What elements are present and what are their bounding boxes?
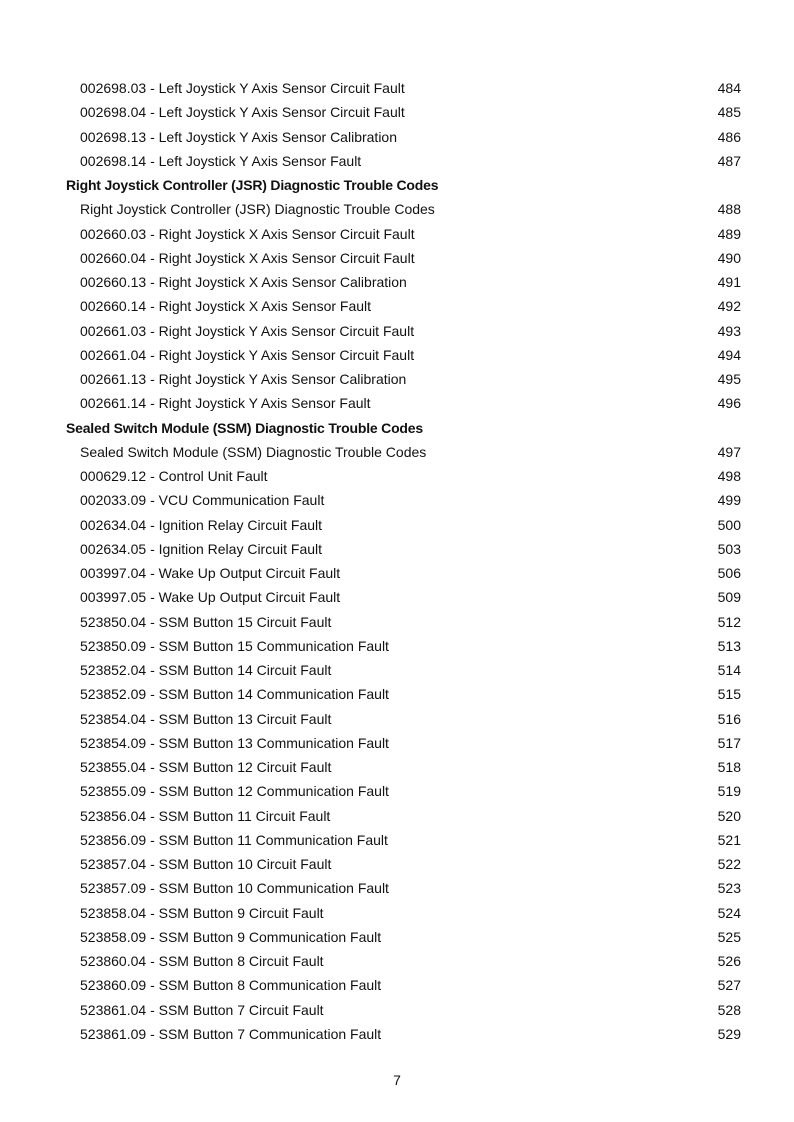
toc-entry[interactable] [0, 149, 794, 173]
toc-entry-page: 522 [717, 856, 741, 872]
toc-section-heading [0, 173, 794, 197]
toc-entry-title: Sealed Switch Module (SSM) Diagnostic Trouble Codes [66, 419, 423, 436]
toc-entry-page: 519 [717, 783, 741, 800]
toc-entry-title: 523861.04 - SSM Button 7 Circuit Fault [80, 1001, 324, 1018]
toc-entry-page: 486 [717, 128, 741, 145]
toc-entry-page: 497 [717, 443, 741, 460]
toc-entry-title: 002634.05 - Ignition Relay Circuit Fault [80, 540, 323, 557]
toc-entry-page: 528 [717, 1001, 741, 1018]
toc-entry[interactable] [0, 391, 794, 415]
toc-entry-title: 002698.13 - Left Joystick Y Axis Sensor Calibration [80, 128, 397, 145]
toc-entry-page: 484 [717, 80, 741, 96]
toc-entry-page: 525 [717, 928, 741, 945]
toc-entry-title: 523856.09 - SSM Button 11 Communication Fault [80, 831, 388, 848]
toc-entry-page: 485 [717, 104, 741, 121]
toc-entry[interactable] [0, 707, 794, 731]
toc-section-heading [0, 416, 794, 440]
toc-entry[interactable] [0, 755, 794, 779]
toc-entry-page: 491 [717, 274, 741, 290]
toc-entry-page: 523 [717, 880, 741, 897]
toc-entry-title: Right Joystick Controller (JSR) Diagnostic Trouble Codes [66, 177, 439, 193]
toc-entry[interactable] [0, 779, 794, 803]
toc-entry-title: 003997.05 - Wake Up Output Circuit Fault [80, 589, 341, 606]
toc-entry-title: 523861.09 - SSM Button 7 Communication Fault [80, 1025, 382, 1042]
toc-entry-title: 523850.04 - SSM Button 15 Circuit Fault [80, 613, 332, 630]
toc-entry[interactable] [0, 925, 794, 949]
toc-entry-title: 002698.03 - Left Joystick Y Axis Sensor Circuit Fault [80, 80, 405, 96]
toc-entry[interactable] [0, 561, 794, 585]
toc-entry-title: 002661.14 - Right Joystick Y Axis Sensor Fault [80, 395, 371, 412]
toc-entry[interactable] [0, 343, 794, 367]
toc-entry[interactable] [0, 440, 794, 464]
toc-entry-page: 529 [717, 1025, 741, 1042]
toc-entry-page: 527 [717, 977, 741, 994]
toc-entry[interactable] [0, 876, 794, 900]
toc-entry[interactable] [0, 682, 794, 706]
toc-entry-title: 002661.04 - Right Joystick Y Axis Sensor Circuit Fault [80, 346, 415, 363]
toc-entry[interactable] [0, 464, 794, 488]
toc-entry-title: 523857.09 - SSM Button 10 Communication Fault [80, 880, 389, 897]
toc-entry-page: 490 [717, 249, 741, 266]
toc-entry-title: 523852.04 - SSM Button 14 Circuit Fault [80, 662, 332, 678]
toc-entry-page: 516 [717, 710, 741, 727]
toc-entry[interactable] [0, 513, 794, 537]
toc-entry-title: 002698.04 - Left Joystick Y Axis Sensor Circuit Fault [80, 104, 405, 121]
toc-entry[interactable] [0, 973, 794, 997]
toc-entry[interactable] [0, 804, 794, 828]
toc-entry-title: 002634.04 - Ignition Relay Circuit Fault [80, 516, 323, 533]
toc-entry-page: 517 [717, 734, 741, 751]
toc-entry-page: 493 [717, 322, 741, 339]
toc-entry-title: 002033.09 - VCU Communication Fault [80, 492, 325, 509]
toc-entry-title: Sealed Switch Module (SSM) Diagnostic Trouble Codes [80, 443, 427, 460]
toc-entry-page: 500 [717, 516, 741, 533]
toc-entry-title: 523856.04 - SSM Button 11 Circuit Fault [80, 807, 331, 824]
toc-entry-title: 523854.04 - SSM Button 13 Circuit Fault [80, 710, 332, 727]
toc-entry[interactable] [0, 610, 794, 634]
toc-entry-page: 495 [717, 371, 741, 387]
toc-entry-title: 523858.09 - SSM Button 9 Communication Fault [80, 928, 382, 945]
toc-entry-title: 523855.09 - SSM Button 12 Communication Fault [80, 783, 389, 800]
toc-entry[interactable] [0, 1022, 794, 1046]
toc-entry-page: 514 [717, 662, 741, 678]
toc-entry-title: 002660.03 - Right Joystick X Axis Sensor Circuit Fault [80, 225, 415, 242]
toc-entry-title: 523860.09 - SSM Button 8 Communication Fault [80, 977, 382, 994]
toc-entry[interactable] [0, 901, 794, 925]
toc-entry-page: 488 [717, 201, 741, 218]
toc-entry[interactable] [0, 998, 794, 1022]
page-number: 7 [393, 1072, 401, 1088]
toc-entry[interactable] [0, 197, 794, 221]
toc-entry-page: 526 [717, 953, 741, 969]
toc-entry[interactable] [0, 246, 794, 270]
toc-entry[interactable] [0, 828, 794, 852]
toc-entry[interactable] [0, 658, 794, 682]
toc-entry-title: Right Joystick Controller (JSR) Diagnostic Trouble Codes [80, 201, 435, 218]
toc-entry[interactable] [0, 852, 794, 876]
toc-entry-page: 492 [717, 298, 741, 315]
toc-entry-title: 523857.04 - SSM Button 10 Circuit Fault [80, 856, 332, 872]
toc-entry-page: 524 [717, 904, 741, 921]
toc-entry-title: 523858.04 - SSM Button 9 Circuit Fault [80, 904, 324, 921]
toc-entry-page: 498 [717, 468, 741, 484]
toc-entry-page: 506 [717, 565, 741, 581]
toc-entry[interactable] [0, 585, 794, 609]
toc-entry-page: 515 [717, 686, 741, 703]
toc-entry-page: 496 [717, 395, 741, 412]
toc-entry-page: 509 [717, 589, 741, 606]
toc-entry[interactable] [0, 222, 794, 246]
toc-entry-page: 499 [717, 492, 741, 509]
toc-entry-title: 002698.14 - Left Joystick Y Axis Sensor Fault [80, 152, 362, 169]
toc-entry-page: 520 [717, 807, 741, 824]
toc-entry[interactable] [0, 488, 794, 512]
toc-entry-page: 518 [717, 759, 741, 775]
toc-entry[interactable] [0, 634, 794, 658]
toc-entry[interactable] [0, 100, 794, 124]
toc-entry-page: 489 [717, 225, 741, 242]
toc-entry-page: 503 [717, 540, 741, 557]
toc-entry-title: 002661.13 - Right Joystick Y Axis Sensor Calibration [80, 371, 407, 387]
toc-entry-title: 002660.04 - Right Joystick X Axis Sensor Circuit Fault [80, 249, 415, 266]
table-of-contents [0, 76, 794, 1046]
toc-entry-title: 003997.04 - Wake Up Output Circuit Fault [80, 565, 341, 581]
toc-entry-title: 002660.13 - Right Joystick X Axis Sensor Calibration [80, 274, 407, 290]
toc-entry-title: 000629.12 - Control Unit Fault [80, 468, 268, 484]
toc-entry[interactable] [0, 76, 794, 100]
toc-entry-title: 002660.14 - Right Joystick X Axis Sensor Fault [80, 298, 372, 315]
toc-entry[interactable] [0, 125, 794, 149]
toc-entry-title: 523860.04 - SSM Button 8 Circuit Fault [80, 953, 324, 969]
toc-entry[interactable] [0, 731, 794, 755]
toc-entry[interactable] [0, 319, 794, 343]
toc-entry-title: 523850.09 - SSM Button 15 Communication Fault [80, 637, 389, 654]
toc-entry-title: 523855.04 - SSM Button 12 Circuit Fault [80, 759, 332, 775]
toc-entry-title: 523852.09 - SSM Button 14 Communication Fault [80, 686, 389, 703]
toc-entry-page: 513 [717, 637, 741, 654]
toc-entry[interactable] [0, 270, 794, 294]
toc-entry-page: 512 [717, 613, 741, 630]
toc-entry[interactable] [0, 537, 794, 561]
toc-entry[interactable] [0, 294, 794, 318]
toc-entry[interactable] [0, 367, 794, 391]
toc-entry-title: 523854.09 - SSM Button 13 Communication Fault [80, 734, 389, 751]
toc-entry-page: 487 [717, 152, 741, 169]
toc-entry-page: 521 [717, 831, 741, 848]
toc-entry-page: 494 [717, 346, 741, 363]
toc-entry-title: 002661.03 - Right Joystick Y Axis Sensor Circuit Fault [80, 322, 415, 339]
toc-entry[interactable] [0, 949, 794, 973]
